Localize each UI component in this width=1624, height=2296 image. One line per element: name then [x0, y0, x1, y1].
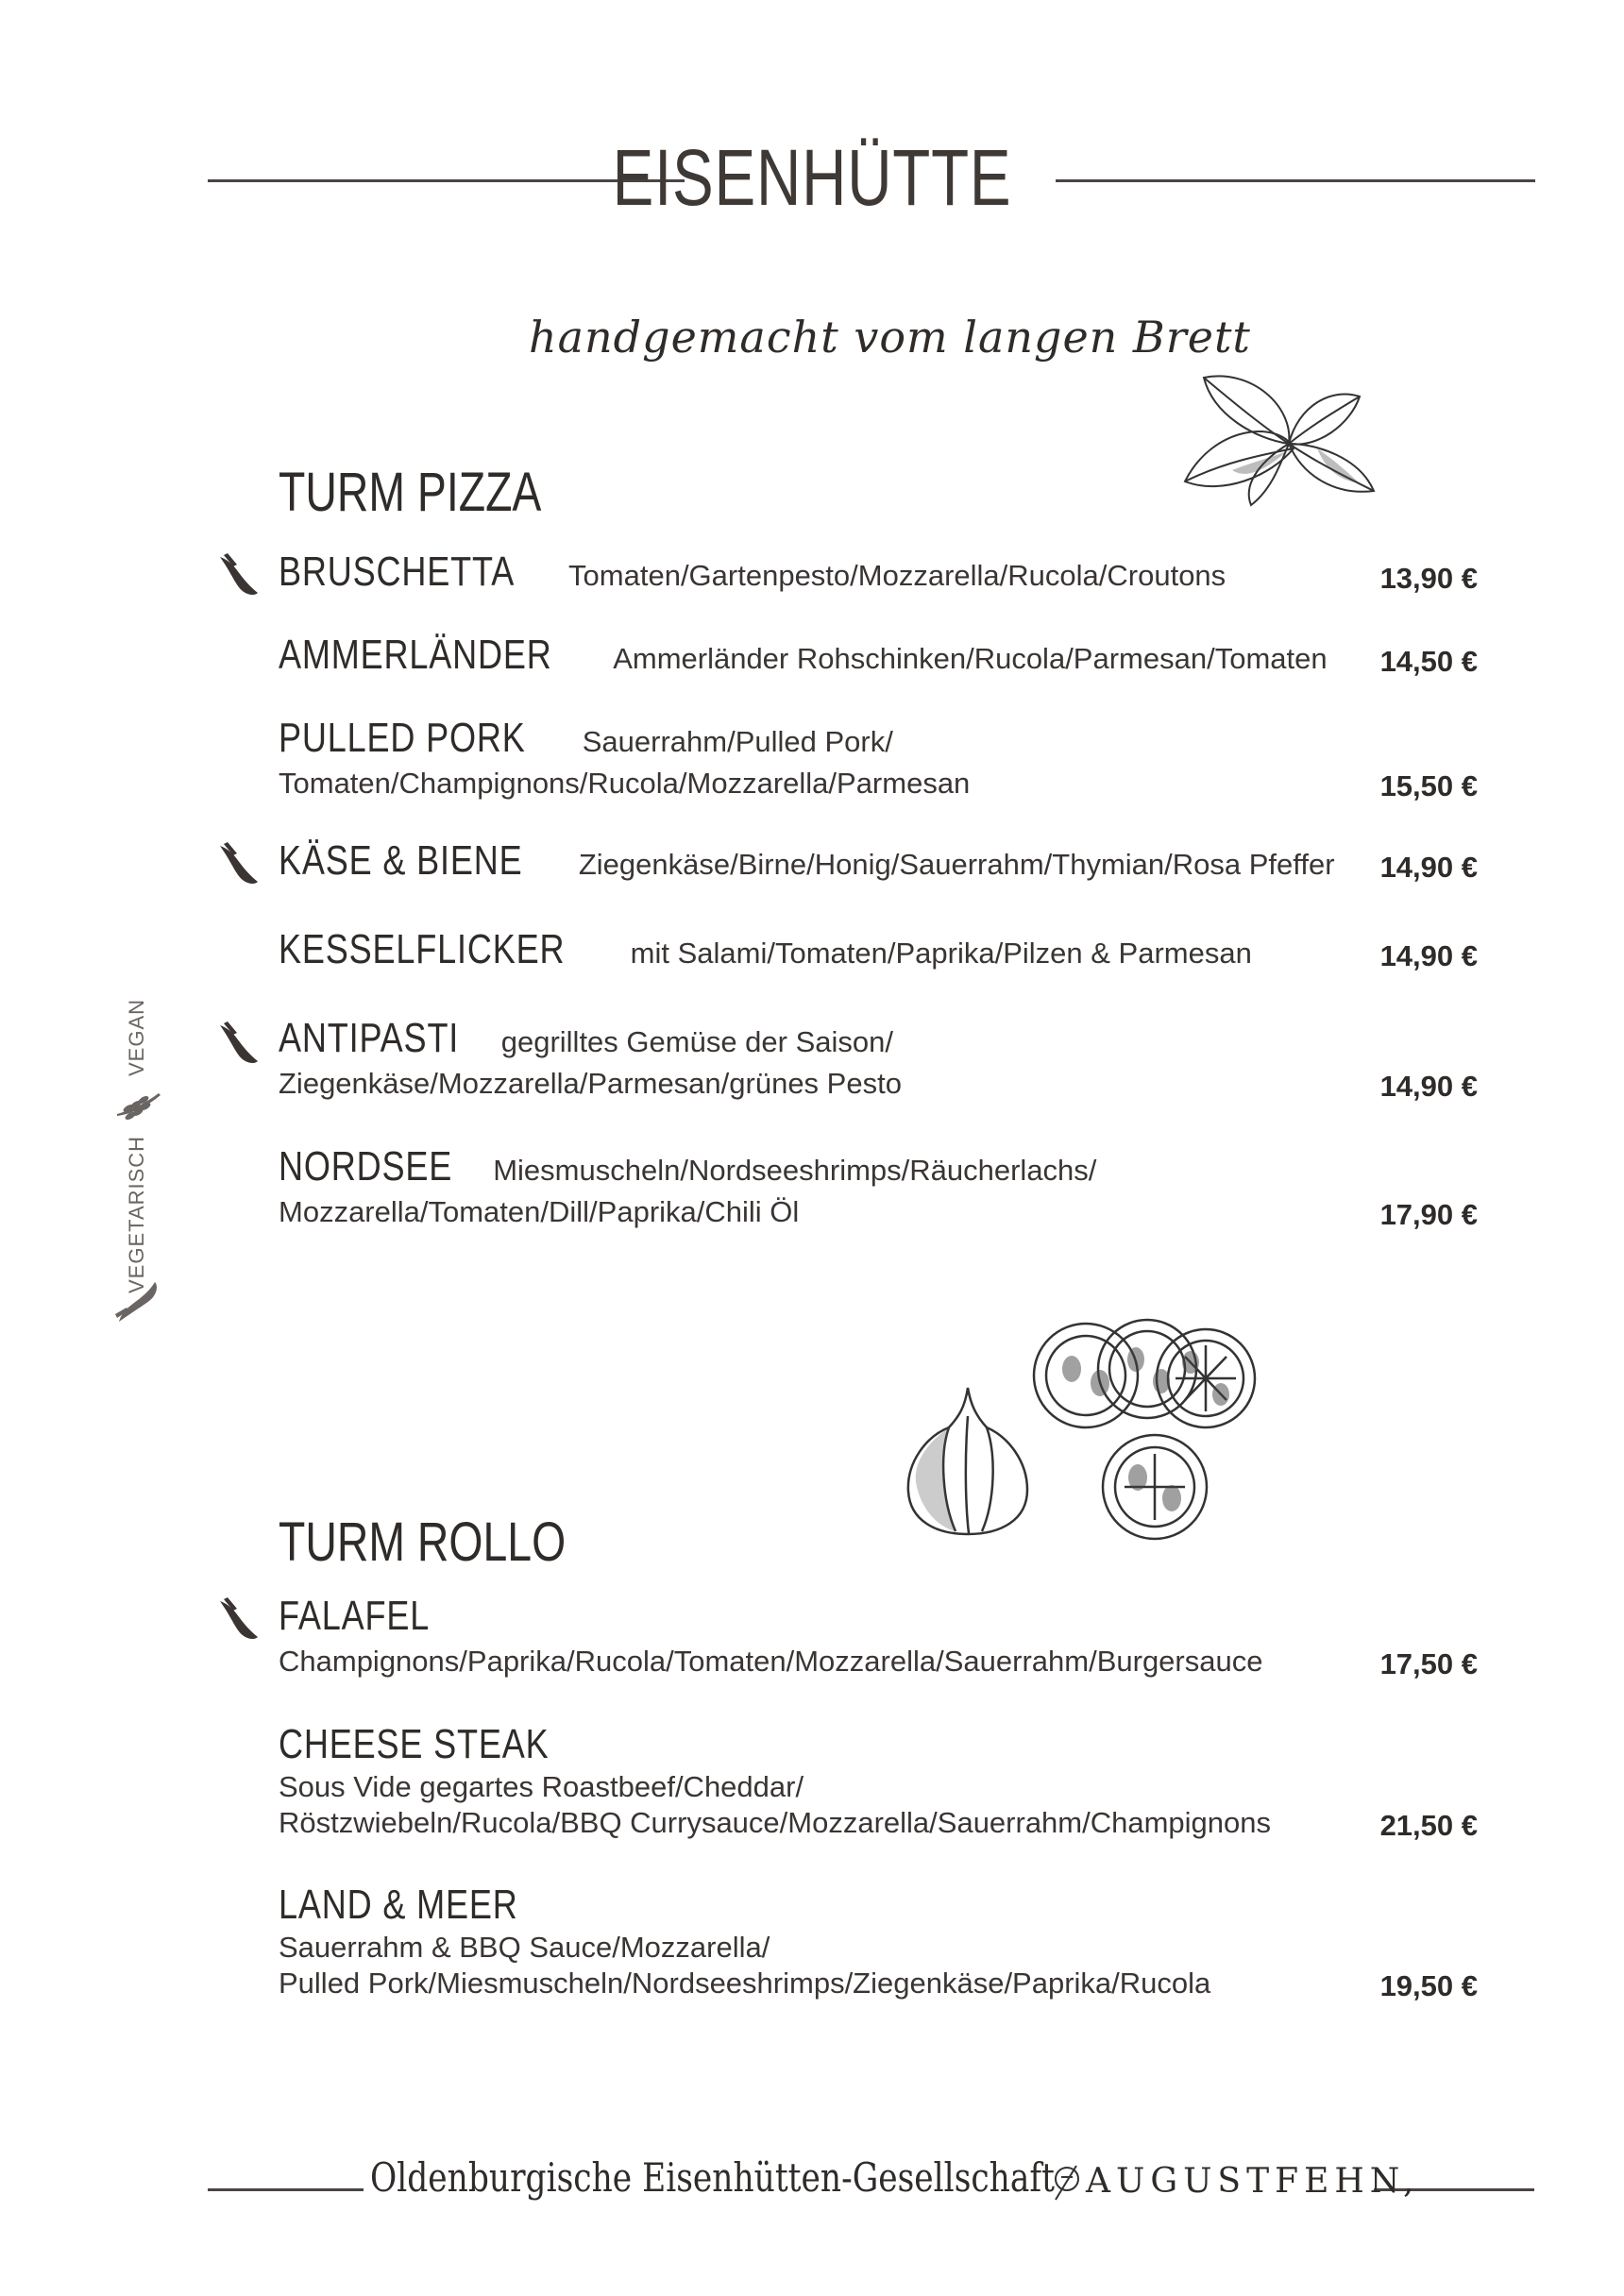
footer-location: AUGUSTFEHN,	[1086, 2162, 1420, 2201]
item-name: KESSELFLICKER	[279, 926, 566, 972]
item-desc: gegrilltes Gemüse der Saison/	[500, 1025, 893, 1058]
menu-item-kaese-biene	[279, 837, 1478, 886]
footer-emblem-icon	[1048, 2158, 1086, 2205]
item-desc-line-2: Tomaten/Champignons/Rucola/Mozzarella/Parmesan	[279, 767, 971, 800]
item-name: BRUSCHETTA	[279, 549, 516, 595]
item-name: CHEESE STEAK	[279, 1721, 550, 1767]
item-desc-line-2: Mozzarella/Tomaten/Dill/Paprika/Chili Öl	[279, 1195, 800, 1228]
chili-pepper-icon	[212, 549, 265, 602]
item-price: 17,50 €	[1379, 1647, 1478, 1680]
chili-pepper-icon	[111, 1276, 164, 1329]
page-title: EISENHÜTTE	[612, 133, 1012, 222]
menu-item-land-meer	[279, 1884, 1478, 2001]
item-name: KÄSE & BIENE	[279, 837, 523, 884]
item-desc-line-2: Pulled Pork/Miesmuscheln/Nordseeshrimps/Ziegenkäse/Paprika/Rucola	[279, 1967, 1211, 2000]
item-price: 15,50 €	[1379, 769, 1478, 802]
item-price: 14,90 €	[1379, 939, 1478, 972]
legend-vegan: VEGAN	[125, 998, 148, 1076]
item-desc: Ziegenkäse/Birne/Honig/Sauerrahm/Thymian/Rosa Pfeffer	[578, 848, 1335, 881]
chili-pepper-icon	[212, 838, 265, 891]
menu-item-cheese-steak	[279, 1721, 1478, 1842]
section-title-turm-pizza: TURM PIZZA	[279, 462, 542, 523]
item-desc: Sauerrahm & BBQ Sauce/Mozzarella/	[279, 1931, 770, 1964]
menu-item-ammerlaender	[279, 634, 1478, 680]
item-desc: Tomaten/Gartenpesto/Mozzarella/Rucola/Croutons	[568, 559, 1226, 592]
item-name: FALAFEL	[279, 1593, 431, 1639]
item-desc: Sauerrahm/Pulled Pork/	[582, 725, 893, 758]
menu-item-bruschetta	[279, 551, 1478, 597]
item-price: 17,90 €	[1379, 1198, 1478, 1231]
menu-item-pulled-pork	[279, 715, 1478, 804]
item-price: 14,90 €	[1379, 1070, 1478, 1103]
item-desc: Ammerländer Rohschinken/Rucola/Parmesan/Tomaten	[613, 642, 1328, 675]
section-title-turm-rollo: TURM ROLLO	[279, 1511, 567, 1573]
item-desc: Sous Vide gegartes Roastbeef/Cheddar/	[279, 1770, 804, 1803]
legend-vegetarian: VEGETARISCH	[125, 1135, 148, 1293]
footer-rule-left	[208, 2188, 364, 2191]
item-desc: mit Salami/Tomaten/Paprika/Pilzen & Parmesan	[630, 937, 1252, 970]
item-price: 14,90 €	[1379, 851, 1478, 884]
item-desc-line-2: Ziegenkäse/Mozzarella/Parmesan/grünes Pesto	[279, 1067, 902, 1100]
item-desc-line-2: Röstzwiebeln/Rucola/BBQ Currysauce/Mozzarella/Sauerrahm/Champignons	[279, 1806, 1272, 1839]
item-name: LAND & MEER	[279, 1882, 518, 1928]
menu-item-nordsee	[279, 1143, 1478, 1233]
chili-pepper-icon	[212, 1594, 265, 1646]
item-name: AMMERLÄNDER	[279, 632, 552, 678]
diet-legend	[106, 982, 181, 1341]
tomato-slices-icon	[1024, 1317, 1260, 1544]
item-price: 14,50 €	[1379, 645, 1478, 678]
garlic-icon	[897, 1378, 1039, 1539]
basil-leaves-icon	[1176, 368, 1383, 510]
item-price: 21,50 €	[1379, 1809, 1478, 1842]
chili-pepper-icon	[212, 1018, 265, 1071]
item-desc: Miesmuscheln/Nordseeshrimps/Räucherlachs/	[493, 1154, 1097, 1187]
menu-item-antipasti	[279, 1015, 1478, 1105]
item-name: NORDSEE	[279, 1143, 453, 1190]
tagline: handgemacht vom langen Brett	[529, 312, 1251, 363]
menu-item-falafel	[279, 1595, 1478, 1682]
item-desc: Champignons/Paprika/Rucola/Tomaten/Mozzarella/Sauerrahm/Burgersauce	[279, 1645, 1263, 1678]
footer-company-name: Oldenburgische Eisenhütten-Gesellschaft	[370, 2154, 1055, 2201]
item-price: 13,90 €	[1379, 562, 1478, 595]
item-name: ANTIPASTI	[279, 1015, 460, 1061]
item-price: 19,50 €	[1379, 1969, 1478, 2002]
menu-item-kesselflicker	[279, 926, 1478, 974]
item-name: PULLED PORK	[279, 715, 526, 761]
wheat-icon	[111, 1076, 164, 1129]
